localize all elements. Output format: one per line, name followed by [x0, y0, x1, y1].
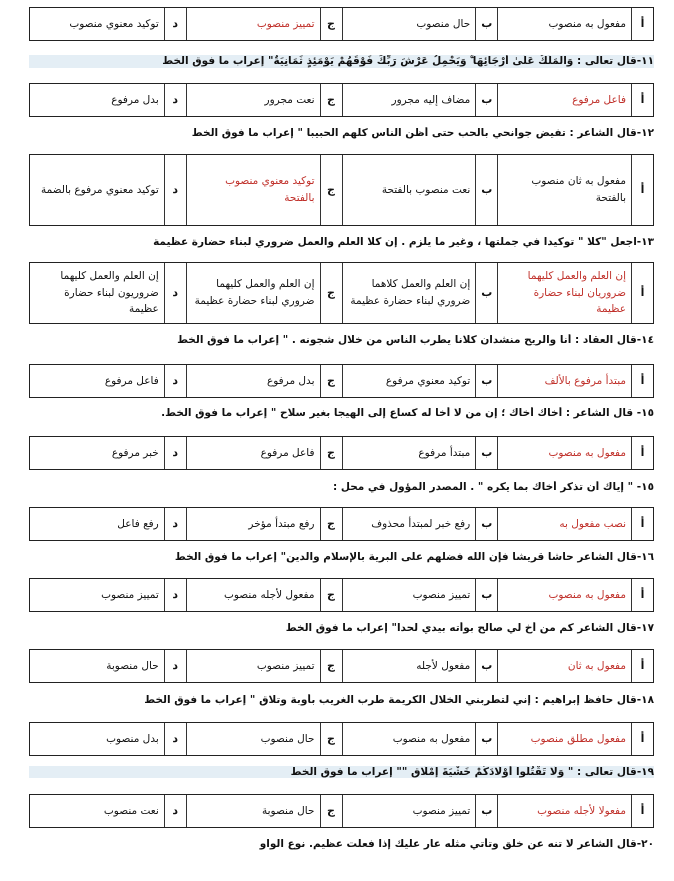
answer-option[interactable]: مبتدأ مرفوع بالألف	[497, 365, 631, 397]
option-text[interactable]: تمييز منصوب	[186, 650, 320, 682]
option-text[interactable]: مفعول به منصوب	[342, 723, 476, 755]
option-letter: ب	[475, 579, 497, 611]
option-letter: د	[164, 650, 186, 682]
option-letter: ب	[475, 263, 497, 323]
answer-option[interactable]: مفعول به ثان	[497, 650, 631, 682]
question-text: ١٧-قال الشاعر كم من أخ لي صالح بوأته بيدي لحدا" إعراب ما فوق الخط	[285, 622, 654, 634]
option-letter: أ	[631, 8, 653, 40]
option-letter: د	[164, 155, 186, 225]
options-row	[29, 578, 654, 612]
option-letter: ج	[320, 723, 342, 755]
answer-option[interactable]: مفعول به منصوب	[497, 437, 631, 469]
options-row	[29, 83, 654, 117]
option-text[interactable]: رفع مبتدأ مؤخر	[186, 508, 320, 540]
question-text: ١٦-قال الشاعر حاشا قريشا فإن الله فضلهم على البرية بالإسلام والدين" إعراب ما فوق الخط	[174, 551, 654, 563]
option-text[interactable]: مفعول به منصوب	[497, 8, 631, 40]
option-letter: أ	[631, 650, 653, 682]
option-text[interactable]: تمييز منصوب	[342, 795, 476, 827]
option-text[interactable]: بدل مرفوع	[186, 365, 320, 397]
question-text: ١٤-قال العقاد : أنا والريح منشدان كلانا يطرب الناس من خلال شجونه . " إعراب ما فوق الخط	[177, 334, 654, 346]
option-text[interactable]: توكيد معنوي مرفوع بالضمة	[40, 183, 159, 196]
option-letter: د	[164, 365, 186, 397]
option-text[interactable]: مفعول لأجله	[342, 650, 476, 682]
option-text[interactable]: حال منصوب	[186, 723, 320, 755]
option-letter: ب	[475, 8, 497, 40]
option-letter: أ	[631, 365, 653, 397]
option-text[interactable]: مضاف إليه مجرور	[342, 84, 476, 116]
option-text[interactable]: إن العلم والعمل كليهما ضروريون لبناء حضارة عظيمة	[60, 269, 159, 316]
answer-option[interactable]: مفعولا لأجله منصوب	[497, 795, 631, 827]
question-text: ٢٠-قال الشاعر لا تنه عن خلق وتأتي مثله عار عليك إذا فعلت عظيم. نوع الواو	[259, 838, 654, 850]
option-text[interactable]: إن العلم والعمل كليهما ضروري لبناء حضارة عظيمة	[186, 263, 320, 323]
answer-option[interactable]: فاعل مرفوع	[497, 84, 631, 116]
option-text[interactable]: رفع فاعل	[117, 517, 159, 530]
answer-option[interactable]: توكيد معنوي منصوب بالفتحة	[186, 155, 320, 225]
option-letter: ج	[320, 155, 342, 225]
option-letter: ج	[320, 263, 342, 323]
option-text[interactable]: نعت منصوب	[103, 804, 159, 817]
option-letter: أ	[631, 723, 653, 755]
option-text[interactable]: رفع خبر لمبتدأ محذوف	[342, 508, 476, 540]
option-letter: أ	[631, 579, 653, 611]
option-text[interactable]: نعت مجرور	[186, 84, 320, 116]
answer-option[interactable]: مفعول مطلق منصوب	[497, 723, 631, 755]
option-letter: د	[164, 8, 186, 40]
option-letter: ج	[320, 579, 342, 611]
answer-option[interactable]: إن العلم والعمل كليهما ضروريان لبناء حضارة عظيمة	[497, 263, 631, 323]
option-letter: د	[164, 84, 186, 116]
options-row	[29, 649, 654, 683]
option-text[interactable]: بدل مرفوع	[111, 93, 159, 106]
option-letter: ب	[475, 84, 497, 116]
question-text: ١٥- " إياك أن تذكر أخاك بما يكره " . المصدر المؤول في محل :	[332, 481, 654, 493]
option-letter: ب	[475, 437, 497, 469]
option-letter: ج	[320, 84, 342, 116]
option-text[interactable]: مفعول لأجله منصوب	[186, 579, 320, 611]
option-letter: ب	[475, 650, 497, 682]
option-letter: ب	[475, 723, 497, 755]
option-text[interactable]: خبر مرفوع	[111, 446, 159, 459]
option-letter: ب	[475, 365, 497, 397]
option-text[interactable]: مبتدأ مرفوع	[342, 437, 476, 469]
option-letter: ب	[475, 155, 497, 225]
option-text[interactable]: توكيد معنوي مرفوع	[342, 365, 476, 397]
answer-option[interactable]: مفعول به منصوب	[497, 579, 631, 611]
options-row	[29, 722, 654, 756]
option-letter: أ	[631, 155, 653, 225]
option-letter: د	[164, 437, 186, 469]
answer-option[interactable]: تمييز منصوب	[186, 8, 320, 40]
answer-option[interactable]: نصب مفعول به	[497, 508, 631, 540]
option-text[interactable]: مفعول به ثان منصوب بالفتحة	[497, 155, 631, 225]
option-letter: ج	[320, 650, 342, 682]
question-text: ١٨-قال حافظ إبراهيم : إني لتطربني الخلال الكريمة طرب الغريب بأوبة وتلاق " إعراب ما فوق الخط	[144, 694, 654, 706]
option-letter: د	[164, 723, 186, 755]
question-text: ١٢-قال الشاعر : تفيض جوانحي بالحب حتى أظن الناس كلهم الحبيبا " إعراب ما فوق الخط	[191, 127, 654, 139]
option-text[interactable]: توكيد معنوي منصوب	[69, 17, 159, 30]
option-letter: أ	[631, 84, 653, 116]
option-letter: أ	[631, 437, 653, 469]
option-text[interactable]: تمييز منصوب	[342, 579, 476, 611]
option-text[interactable]: حال منصوبة	[106, 659, 159, 672]
option-text[interactable]: إن العلم والعمل كلاهما ضروري لبناء حضارة عظيمة	[342, 263, 476, 323]
option-text[interactable]: حال منصوب	[342, 8, 476, 40]
options-row	[29, 507, 654, 541]
option-text[interactable]: تمييز منصوب	[101, 588, 159, 601]
option-letter: ب	[475, 508, 497, 540]
options-row	[29, 7, 654, 41]
options-row	[29, 364, 654, 398]
question-text: ١٥- قال الشاعر : أخاك أخاك ؛ إن من لا أخا له كساع إلى الهيجا بغير سلاح " إعراب ما فوق الخط.	[161, 407, 654, 419]
option-letter: ج	[320, 437, 342, 469]
option-letter: ج	[320, 795, 342, 827]
question-text: ١٣-اجعل "كلا " توكيدا في جملتها ، وغير ما يلزم . إن كلا العلم والعمل ضروري لبناء حضارة عظيمة	[153, 236, 654, 248]
option-text[interactable]: بدل منصوب	[106, 732, 159, 745]
option-text[interactable]: حال منصوبة	[186, 795, 320, 827]
option-text[interactable]: فاعل مرفوع	[104, 374, 159, 387]
options-row	[29, 794, 654, 828]
option-text[interactable]: نعت منصوب بالفتحة	[342, 155, 476, 225]
options-row	[29, 262, 654, 324]
option-letter: ب	[475, 795, 497, 827]
option-letter: د	[164, 263, 186, 323]
option-letter: أ	[631, 795, 653, 827]
option-text[interactable]: فاعل مرفوع	[186, 437, 320, 469]
option-letter: د	[164, 508, 186, 540]
option-letter: ج	[320, 365, 342, 397]
option-letter: د	[164, 795, 186, 827]
option-letter: ج	[320, 8, 342, 40]
question-text: ١١-قال تعالى : وَالْمَلَكُ عَلَىٰ أَرْجَائِهَا ۚ وَيَحْمِلُ عَرْشَ رَبِّكَ فَوْقَهُمْ يَوْمَئِذٍ ثَمَانِيَةٌ" إعراب ما فوق الخط	[29, 55, 654, 68]
option-letter: د	[164, 579, 186, 611]
option-letter: ج	[320, 508, 342, 540]
options-row	[29, 154, 654, 226]
option-letter: أ	[631, 508, 653, 540]
question-text: ١٩-قال تعالى : " وَلَا تَقْتُلُوا أَوْلَادَكُمْ خَشْيَةَ إِمْلَاقٍ "" إعراب ما فوق الخط	[29, 766, 654, 778]
option-letter: أ	[631, 263, 653, 323]
options-row	[29, 436, 654, 470]
